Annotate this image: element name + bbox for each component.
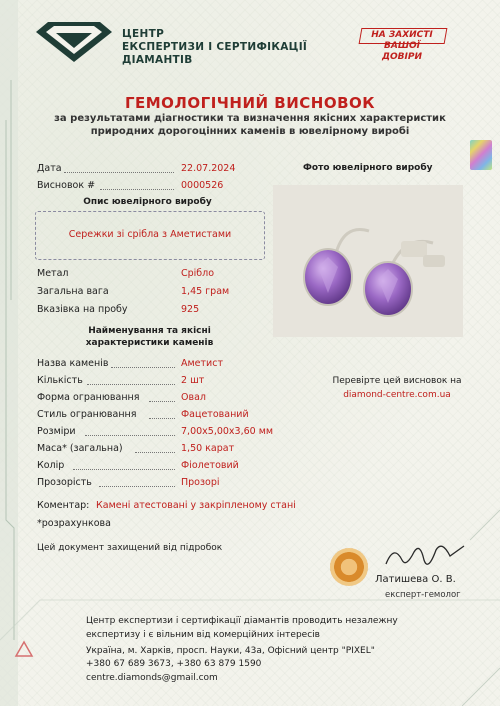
color-label: Колір — [37, 460, 65, 471]
stone-name-label: Назва каменів — [37, 358, 109, 369]
date-value: 22.07.2024 — [181, 163, 236, 174]
document-subtitle-line2: природних дорогоцінних каменів в ювелірному виробі — [90, 126, 410, 137]
org-name-line3: ДІАМАНТІВ — [122, 54, 193, 66]
photo-heading: Фото ювелірного виробу — [303, 163, 433, 173]
slogan-line2: ВАШОЇ — [384, 41, 420, 51]
stones-heading-line1: Найменування та якісні — [88, 326, 211, 336]
weight-value: 1,50 карат — [181, 443, 235, 454]
dimensions-label: Розміри — [37, 426, 76, 437]
stone-name-value: Аметист — [181, 358, 223, 369]
conclusion-number-value: 0000526 — [181, 180, 224, 191]
footer-independence-line1: Центр експертизи і сертифікації діамантів проводить незалежну — [86, 616, 398, 626]
clarity-value: Прозорі — [181, 477, 220, 488]
item-description-text: Сережки зі срібла з Аметистами — [68, 229, 232, 240]
date-label: Дата — [37, 163, 62, 174]
slogan-line3: ДОВІРИ — [381, 52, 422, 62]
diamond-logo-icon — [34, 20, 114, 64]
signer-role: експерт-гемолог — [385, 590, 461, 600]
comment-label: Коментар: — [37, 500, 90, 511]
cut-style-value: Фацетований — [181, 409, 249, 420]
item-description-heading: Опис ювелірного виробу — [83, 197, 212, 207]
document-title: ГЕМОЛОГІЧНИЙ ВИСНОВОК — [124, 94, 376, 112]
dimensions-value: 7,00х5,00х3,60 мм — [181, 426, 274, 437]
product-photo — [273, 185, 463, 337]
signature — [380, 538, 470, 576]
verify-text: Перевірте цей висновок на — [332, 376, 462, 386]
slogan-line1: НА ЗАХИСТІ — [371, 30, 433, 40]
verify-link[interactable]: diamond-centre.com.ua — [343, 390, 451, 400]
weight-label: Маса* (загальна) — [37, 443, 123, 454]
item-description-box — [35, 211, 265, 260]
cut-shape-label: Форма огранювання — [37, 392, 140, 403]
hallmark-value: 925 — [181, 304, 200, 315]
stones-heading-line2: характеристики каменів — [85, 338, 214, 348]
warning-triangle-icon — [14, 640, 34, 658]
color-value: Фіолетовий — [181, 460, 239, 471]
footer-phones: +380 67 689 3673, +380 63 879 1590 — [86, 659, 262, 669]
org-name-line1: ЦЕНТР — [122, 28, 165, 40]
comment-value: Камені атестовані у закріпленому стані — [96, 500, 296, 511]
document-subtitle-line1: за результатами діагностики та визначення якісних характеристик — [54, 113, 446, 124]
hologram-sticker — [470, 140, 492, 170]
slogan-stamp — [360, 28, 444, 64]
stone-count-value: 2 шт — [181, 375, 205, 386]
metal-label: Метал — [37, 268, 69, 279]
total-weight-label: Загальна вага — [37, 286, 109, 297]
total-weight-value: 1,45 грам — [181, 286, 230, 297]
clarity-label: Прозорість — [37, 477, 92, 488]
metal-value: Срібло — [181, 268, 215, 279]
footnote-estimated: *розрахункова — [37, 518, 111, 529]
cut-style-label: Стиль огранювання — [37, 409, 137, 420]
protection-note: Цей документ захищений від підробок — [37, 543, 223, 553]
org-name-line2: ЕКСПЕРТИЗИ І СЕРТИФІКАЦІЇ — [122, 41, 308, 53]
stone-count-label: Кількість — [37, 375, 83, 386]
footer-email[interactable]: centre.diamonds@gmail.com — [86, 673, 218, 683]
hallmark-label: Вказівка на пробу — [37, 304, 128, 315]
signer-name: Латишева О. В. — [375, 574, 456, 585]
footer-address: Україна, м. Харків, просп. Науки, 43а, Офісний центр "PIXEL" — [86, 646, 375, 656]
footer-independence-line2: експертизу і є вільним від комерційних інтересів — [86, 630, 320, 640]
conclusion-number-label: Висновок # — [37, 180, 96, 191]
seal-emblem — [330, 548, 368, 586]
cut-shape-value: Овал — [181, 392, 206, 403]
